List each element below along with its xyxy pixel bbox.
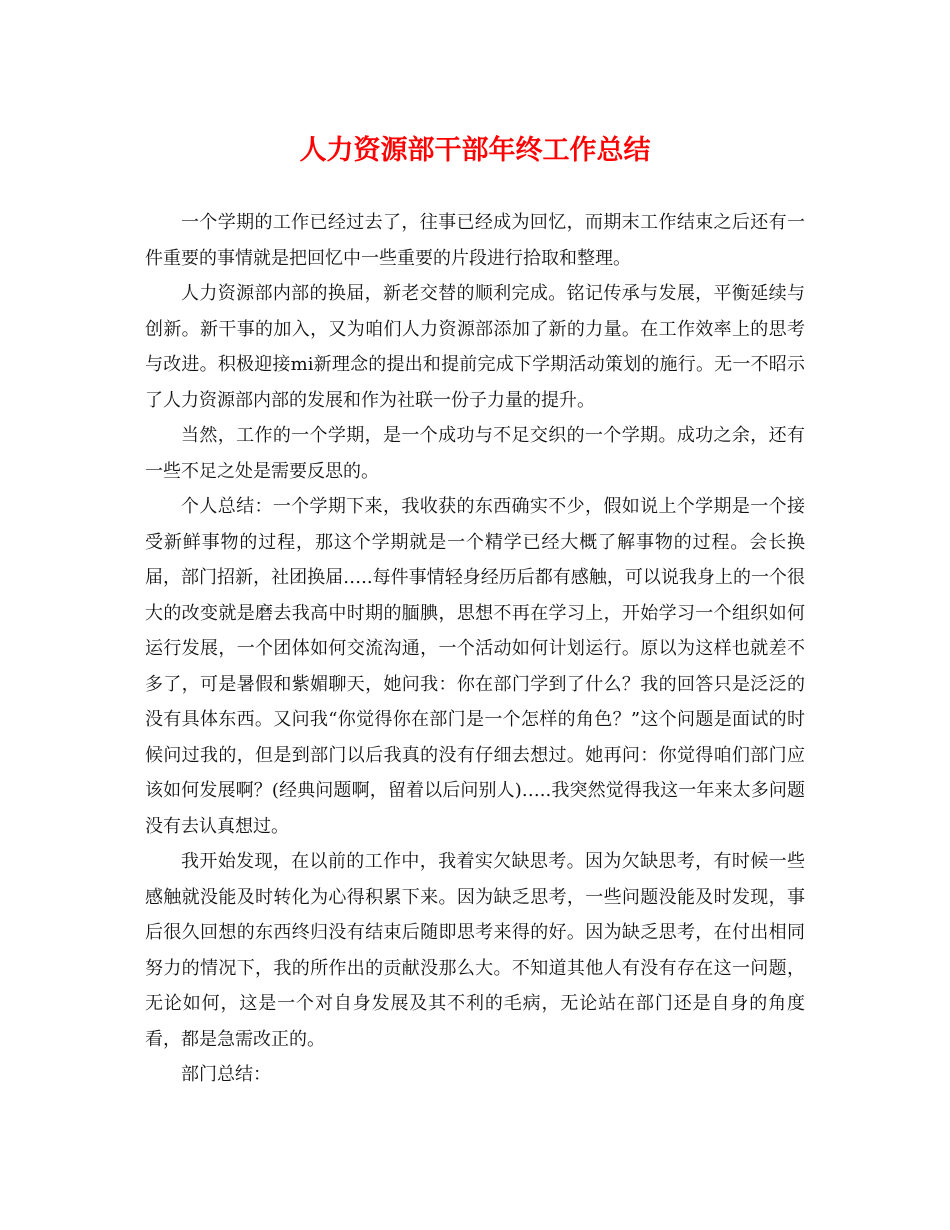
document-body (145, 205, 805, 1093)
paragraph-intro: 一个学期的工作已经过去了，往事已经成为回忆，而期末工作结束之后还有一件重要的事情就是把回忆中一些重要的片段进行拾取和整理。 (145, 212, 805, 269)
paragraph-personal-summary: 个人总结：一个学期下来，我收获的东西确实不少，假如说上个学期是一个接受新鲜事物的过程，那这个学期就是一个精学已经大概了解事物的过程。会长换届，部门招新，社团换届…..每件事情轻身经历后都有感触，可以说我身上的一个很大的改变就是磨去我高中时期的腼腆，思想不再在学习上，开始学习一个组织如何运行发展，一个团体如何交流沟通，一个活动如何计划运行。原以为这样也就差不多了，可是暑假和紫媚聊天，她问我：你在部门学到了什么？我的回答只是泛泛的没有具体东西。又问我“你觉得你在部门是一个怎样的角色？”这个问题是面试的时候问过我的，但是到部门以后我真的没有仔细去想过。她再问：你觉得咱们部门应该如何发展啊？(经典问题啊，留着以后问别人)…..我突然觉得我这一年来太多问题没有去认真想过。 (145, 496, 805, 837)
document-title: 人力资源部干部年终工作总结 (299, 135, 651, 166)
paragraph-department-summary-heading: 部门总结： (181, 1064, 271, 1085)
paragraph-success-and-shortcomings: 当然，工作的一个学期，是一个成功与不足交织的一个学期。成功之余，还有一些不足之处是需要反思的。 (145, 425, 805, 482)
paragraph-lack-of-thinking: 我开始发现，在以前的工作中，我着实欠缺思考。因为欠缺思考，有时候一些感触就没能及时转化为心得积累下来。因为缺乏思考，一些问题没能及时发现，事后很久回想的东西终归没有结束后随即思考来得的好。因为缺乏思考，在付出相同努力的情况下，我的所作出的贡献没那么大。不知道其他人有没有存在这一问题，无论如何，这是一个对自身发展及其不利的毛病，无论站在部门还是自身的角度看，都是急需改正的。 (145, 851, 805, 1050)
paragraph-department-transition: 人力资源部内部的换届，新老交替的顺利完成。铭记传承与发展，平衡延续与创新。新干事的加入，又为咱们人力资源部添加了新的力量。在工作效率上的思考与改进。积极迎接mi新理念的提出和提前完成下学期活动策划的施行。无一不昭示了人力资源部内部的发展和作为社联一份子力量的提升。 (145, 283, 805, 411)
